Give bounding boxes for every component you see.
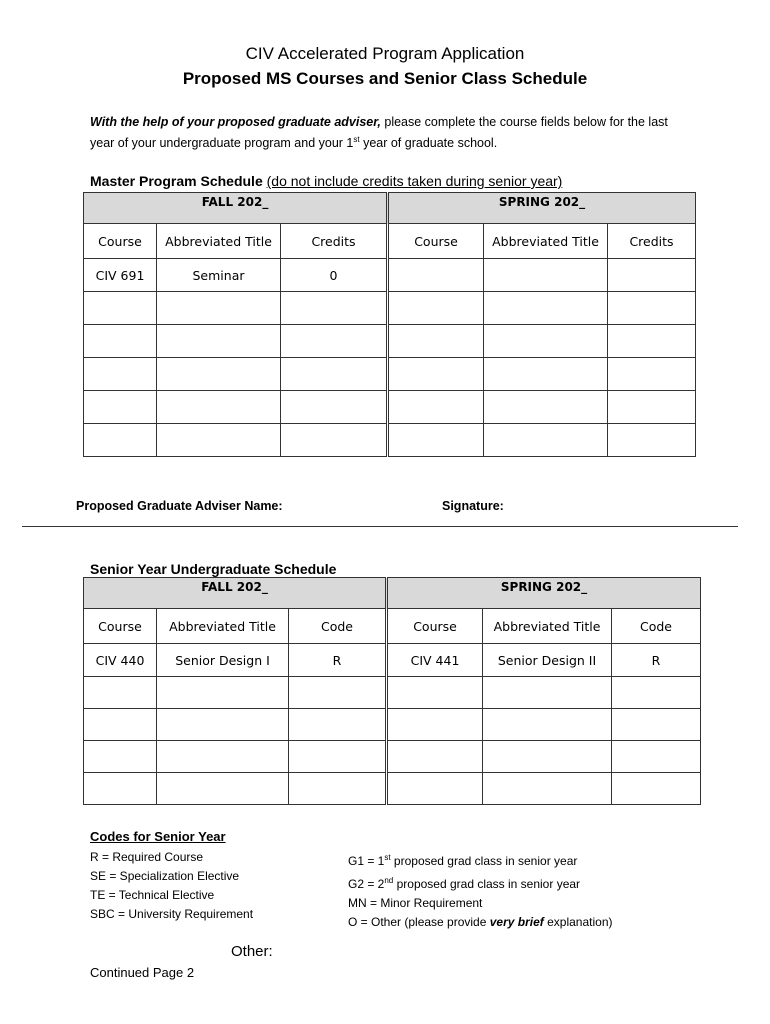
credits-cell[interactable]: 0	[281, 259, 388, 292]
table-row	[84, 741, 701, 773]
course-cell[interactable]	[388, 325, 484, 358]
column-header: Course	[387, 609, 483, 644]
intro-paragraph	[90, 114, 690, 152]
continued-note: Continued Page 2	[90, 965, 195, 980]
column-header: Abbreviated Title	[484, 224, 608, 259]
title-cell[interactable]	[484, 325, 608, 358]
title-cell[interactable]: Seminar	[157, 259, 281, 292]
page-subtitle: Proposed MS Courses and Senior Class Schedule	[182, 69, 588, 88]
title-cell[interactable]	[157, 424, 281, 457]
title-cell[interactable]	[483, 677, 612, 709]
intro-emphasis: With the help of your proposed graduate adviser,	[90, 115, 381, 129]
o-text-a: O = Other (please provide	[348, 915, 490, 929]
credits-cell[interactable]	[281, 424, 388, 457]
title-cell[interactable]	[483, 741, 612, 773]
course-cell[interactable]	[388, 358, 484, 391]
code-cell[interactable]	[289, 709, 387, 741]
course-cell[interactable]	[388, 259, 484, 292]
code-cell[interactable]: R	[289, 644, 387, 677]
column-header: Abbreviated Title	[157, 609, 289, 644]
intro-text-a: please complete the course fields below for the last year of your undergraduate program and your 1	[90, 115, 668, 151]
code-cell[interactable]	[612, 709, 701, 741]
g2-text-b: proposed grad class in senior year	[393, 877, 581, 891]
code-definition-o	[348, 913, 613, 932]
g2-sup: nd	[384, 876, 394, 885]
code-definition: TE = Technical Elective	[90, 888, 215, 902]
table-row	[84, 259, 696, 292]
credits-cell[interactable]	[608, 259, 696, 292]
title-cell[interactable]	[483, 773, 612, 805]
credits-cell[interactable]	[608, 358, 696, 391]
course-cell[interactable]	[84, 741, 157, 773]
o-emphasis: very brief	[489, 915, 544, 929]
master-note: (do not include credits taken during senior year)	[266, 173, 563, 189]
course-cell[interactable]: CIV 440	[84, 644, 157, 677]
course-cell[interactable]	[388, 391, 484, 424]
course-cell[interactable]	[388, 424, 484, 457]
master-column-header-row	[84, 224, 696, 259]
title-cell[interactable]: Senior Design II	[483, 644, 612, 677]
code-definition: SE = Specialization Elective	[90, 869, 240, 883]
code-definition-g2	[348, 871, 613, 894]
table-row	[84, 644, 701, 677]
column-header: Credits	[608, 224, 696, 259]
credits-cell[interactable]	[281, 292, 388, 325]
master-schedule-table	[83, 192, 696, 457]
senior-column-header-row	[84, 609, 701, 644]
table-row	[84, 325, 696, 358]
course-cell[interactable]	[84, 773, 157, 805]
table-row	[84, 773, 701, 805]
code-cell[interactable]	[612, 741, 701, 773]
column-header: Code	[612, 609, 701, 644]
credits-cell[interactable]	[281, 325, 388, 358]
page-title: CIV Accelerated Program Application	[245, 44, 525, 63]
credits-cell[interactable]	[281, 358, 388, 391]
intro-text-b: year of graduate school.	[359, 136, 498, 151]
course-cell[interactable]	[84, 677, 157, 709]
code-cell[interactable]	[289, 677, 387, 709]
credits-cell[interactable]	[608, 391, 696, 424]
senior-schedule-table	[83, 577, 701, 805]
master-spring-header: SPRING 202_	[388, 193, 696, 224]
course-cell[interactable]	[84, 391, 157, 424]
course-cell[interactable]	[387, 709, 483, 741]
table-row	[84, 709, 701, 741]
title-cell[interactable]	[157, 325, 281, 358]
g1-text-a: G1 = 1	[348, 854, 385, 868]
title-cell[interactable]	[483, 709, 612, 741]
other-label: Other:	[231, 943, 273, 960]
course-cell[interactable]	[84, 325, 157, 358]
title-cell[interactable]	[484, 391, 608, 424]
column-header: Code	[289, 609, 387, 644]
title-cell[interactable]	[157, 773, 289, 805]
senior-fall-header: FALL 202_	[84, 578, 387, 609]
course-cell[interactable]	[84, 292, 157, 325]
senior-heading: Senior Year Undergraduate Schedule	[90, 561, 337, 577]
table-row	[84, 391, 696, 424]
credits-cell[interactable]	[608, 424, 696, 457]
table-row	[84, 292, 696, 325]
column-header: Course	[388, 224, 484, 259]
title-cell[interactable]	[484, 358, 608, 391]
credits-cell[interactable]	[608, 325, 696, 358]
title-cell[interactable]	[157, 709, 289, 741]
column-header: Abbreviated Title	[157, 224, 281, 259]
course-cell[interactable]	[387, 773, 483, 805]
codes-title: Codes for Senior Year	[90, 829, 226, 844]
code-cell[interactable]	[612, 677, 701, 709]
g2-text-a: G2 = 2	[348, 877, 385, 891]
course-cell[interactable]	[84, 424, 157, 457]
title-cell[interactable]: Senior Design I	[157, 644, 289, 677]
master-heading-line	[90, 173, 562, 189]
senior-spring-header: SPRING 202_	[387, 578, 701, 609]
title-cell[interactable]	[157, 677, 289, 709]
column-header: Abbreviated Title	[483, 609, 612, 644]
intro-sup: st	[353, 135, 360, 144]
course-cell[interactable]	[84, 358, 157, 391]
credits-cell[interactable]	[608, 292, 696, 325]
column-header: Course	[84, 224, 157, 259]
adviser-name-label: Proposed Graduate Adviser Name:	[76, 499, 283, 513]
course-cell[interactable]	[388, 292, 484, 325]
title-cell[interactable]	[157, 391, 281, 424]
signature-line	[22, 526, 738, 527]
column-header: Course	[84, 609, 157, 644]
title-cell[interactable]	[157, 741, 289, 773]
o-text-b: explanation)	[543, 915, 613, 929]
column-header: Credits	[281, 224, 388, 259]
title-cell[interactable]	[484, 292, 608, 325]
g1-sup: st	[384, 853, 391, 862]
codes-right-list	[348, 848, 613, 932]
master-heading: Master Program Schedule	[90, 173, 263, 189]
table-row	[84, 358, 696, 391]
credits-cell[interactable]	[281, 391, 388, 424]
table-row	[84, 424, 696, 457]
title-cell[interactable]	[484, 259, 608, 292]
table-row	[84, 677, 701, 709]
g1-text-b: proposed grad class in senior year	[390, 854, 578, 868]
signature-label: Signature:	[442, 499, 504, 513]
course-cell[interactable]	[387, 677, 483, 709]
master-fall-header: FALL 202_	[84, 193, 388, 224]
title-cell[interactable]	[157, 292, 281, 325]
course-cell[interactable]: CIV 691	[84, 259, 157, 292]
code-definition: SBC = University Requirement	[90, 907, 254, 921]
code-definition: R = Required Course	[90, 850, 204, 864]
code-cell[interactable]	[289, 741, 387, 773]
course-cell[interactable]: CIV 441	[387, 644, 483, 677]
code-cell[interactable]	[289, 773, 387, 805]
codes-left-list	[90, 848, 253, 924]
course-cell[interactable]	[387, 741, 483, 773]
code-cell[interactable]: R	[612, 644, 701, 677]
code-definition-mn: MN = Minor Requirement	[348, 896, 483, 910]
code-definition-g1	[348, 848, 613, 871]
code-cell[interactable]	[612, 773, 701, 805]
title-cell[interactable]	[157, 358, 281, 391]
title-cell[interactable]	[484, 424, 608, 457]
course-cell[interactable]	[84, 709, 157, 741]
